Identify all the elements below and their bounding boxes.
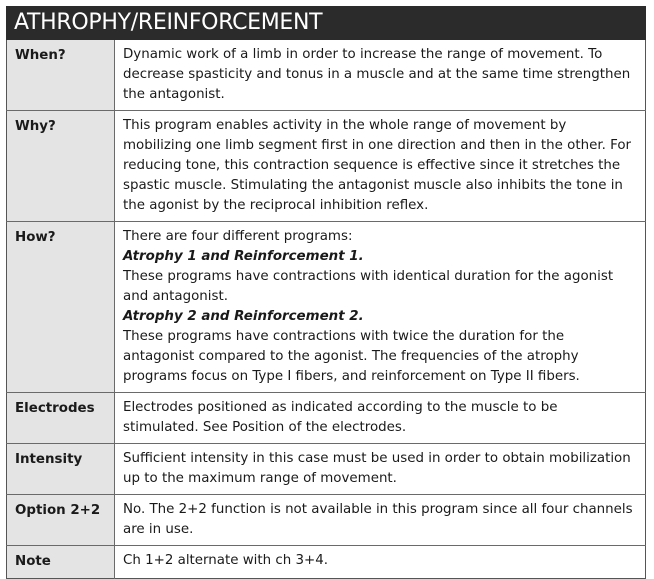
row-content-option <box>115 495 646 546</box>
row-content-when <box>115 40 646 111</box>
row-content-how <box>115 222 646 393</box>
option-text: No. The 2+2 function is not available in this program since all four channels are in use. <box>123 502 633 537</box>
table-row <box>7 546 646 579</box>
row-content-electrodes <box>115 393 646 444</box>
document <box>6 6 646 579</box>
row-label-how: How? <box>7 222 115 393</box>
row-content-why <box>115 111 646 222</box>
how-intro: There are four different programs: <box>123 229 353 244</box>
note-text: Ch 1+2 alternate with ch 3+4. <box>123 553 329 568</box>
info-table <box>6 40 646 579</box>
table-row <box>7 40 646 111</box>
row-content-note <box>115 546 646 579</box>
program-1-title: Atrophy 1 and Reinforcement 1. <box>123 249 364 264</box>
table-row <box>7 111 646 222</box>
table-row <box>7 495 646 546</box>
program-2-text: These programs have contractions with twice the duration for the antagonist compared to the agonist. The frequencies of the atrophy programs focus on Type I fibers, and reinforcement on Type II fibers. <box>123 329 580 384</box>
row-label-note: Note <box>7 546 115 579</box>
why-text: This program enables activity in the whole range of movement by mobilizing one limb segment first in one direction and then in the other. For reducing tone, this contraction sequence is effective since it stretches the spastic muscle. Stimulating the antagonist muscle also inhibits the tone in the agonist by the reciprocal inhibition reflex. <box>123 118 632 213</box>
table-row <box>7 444 646 495</box>
row-label-when: When? <box>7 40 115 111</box>
electrodes-text: Electrodes positioned as indicated according to the muscle to be stimulated. See Position of the electrodes. <box>123 400 558 435</box>
program-1-text: These programs have contractions with identical duration for the agonist and antagonist. <box>123 269 614 304</box>
intensity-text: Sufficient intensity in this case must be used in order to obtain mobilization up to the maximum range of movement. <box>123 451 631 486</box>
when-text: Dynamic work of a limb in order to increase the range of movement. To decrease spasticity and tonus in a muscle and at the same time strengthen the antagonist. <box>123 47 631 102</box>
table-title: ATHROPHY/REINFORCEMENT <box>6 6 646 40</box>
row-label-option: Option 2+2 <box>7 495 115 546</box>
program-2-title: Atrophy 2 and Reinforcement 2. <box>123 309 364 324</box>
row-label-intensity: Intensity <box>7 444 115 495</box>
table-row <box>7 393 646 444</box>
row-label-why: Why? <box>7 111 115 222</box>
row-content-intensity <box>115 444 646 495</box>
table-row <box>7 222 646 393</box>
row-label-electrodes: Electrodes <box>7 393 115 444</box>
